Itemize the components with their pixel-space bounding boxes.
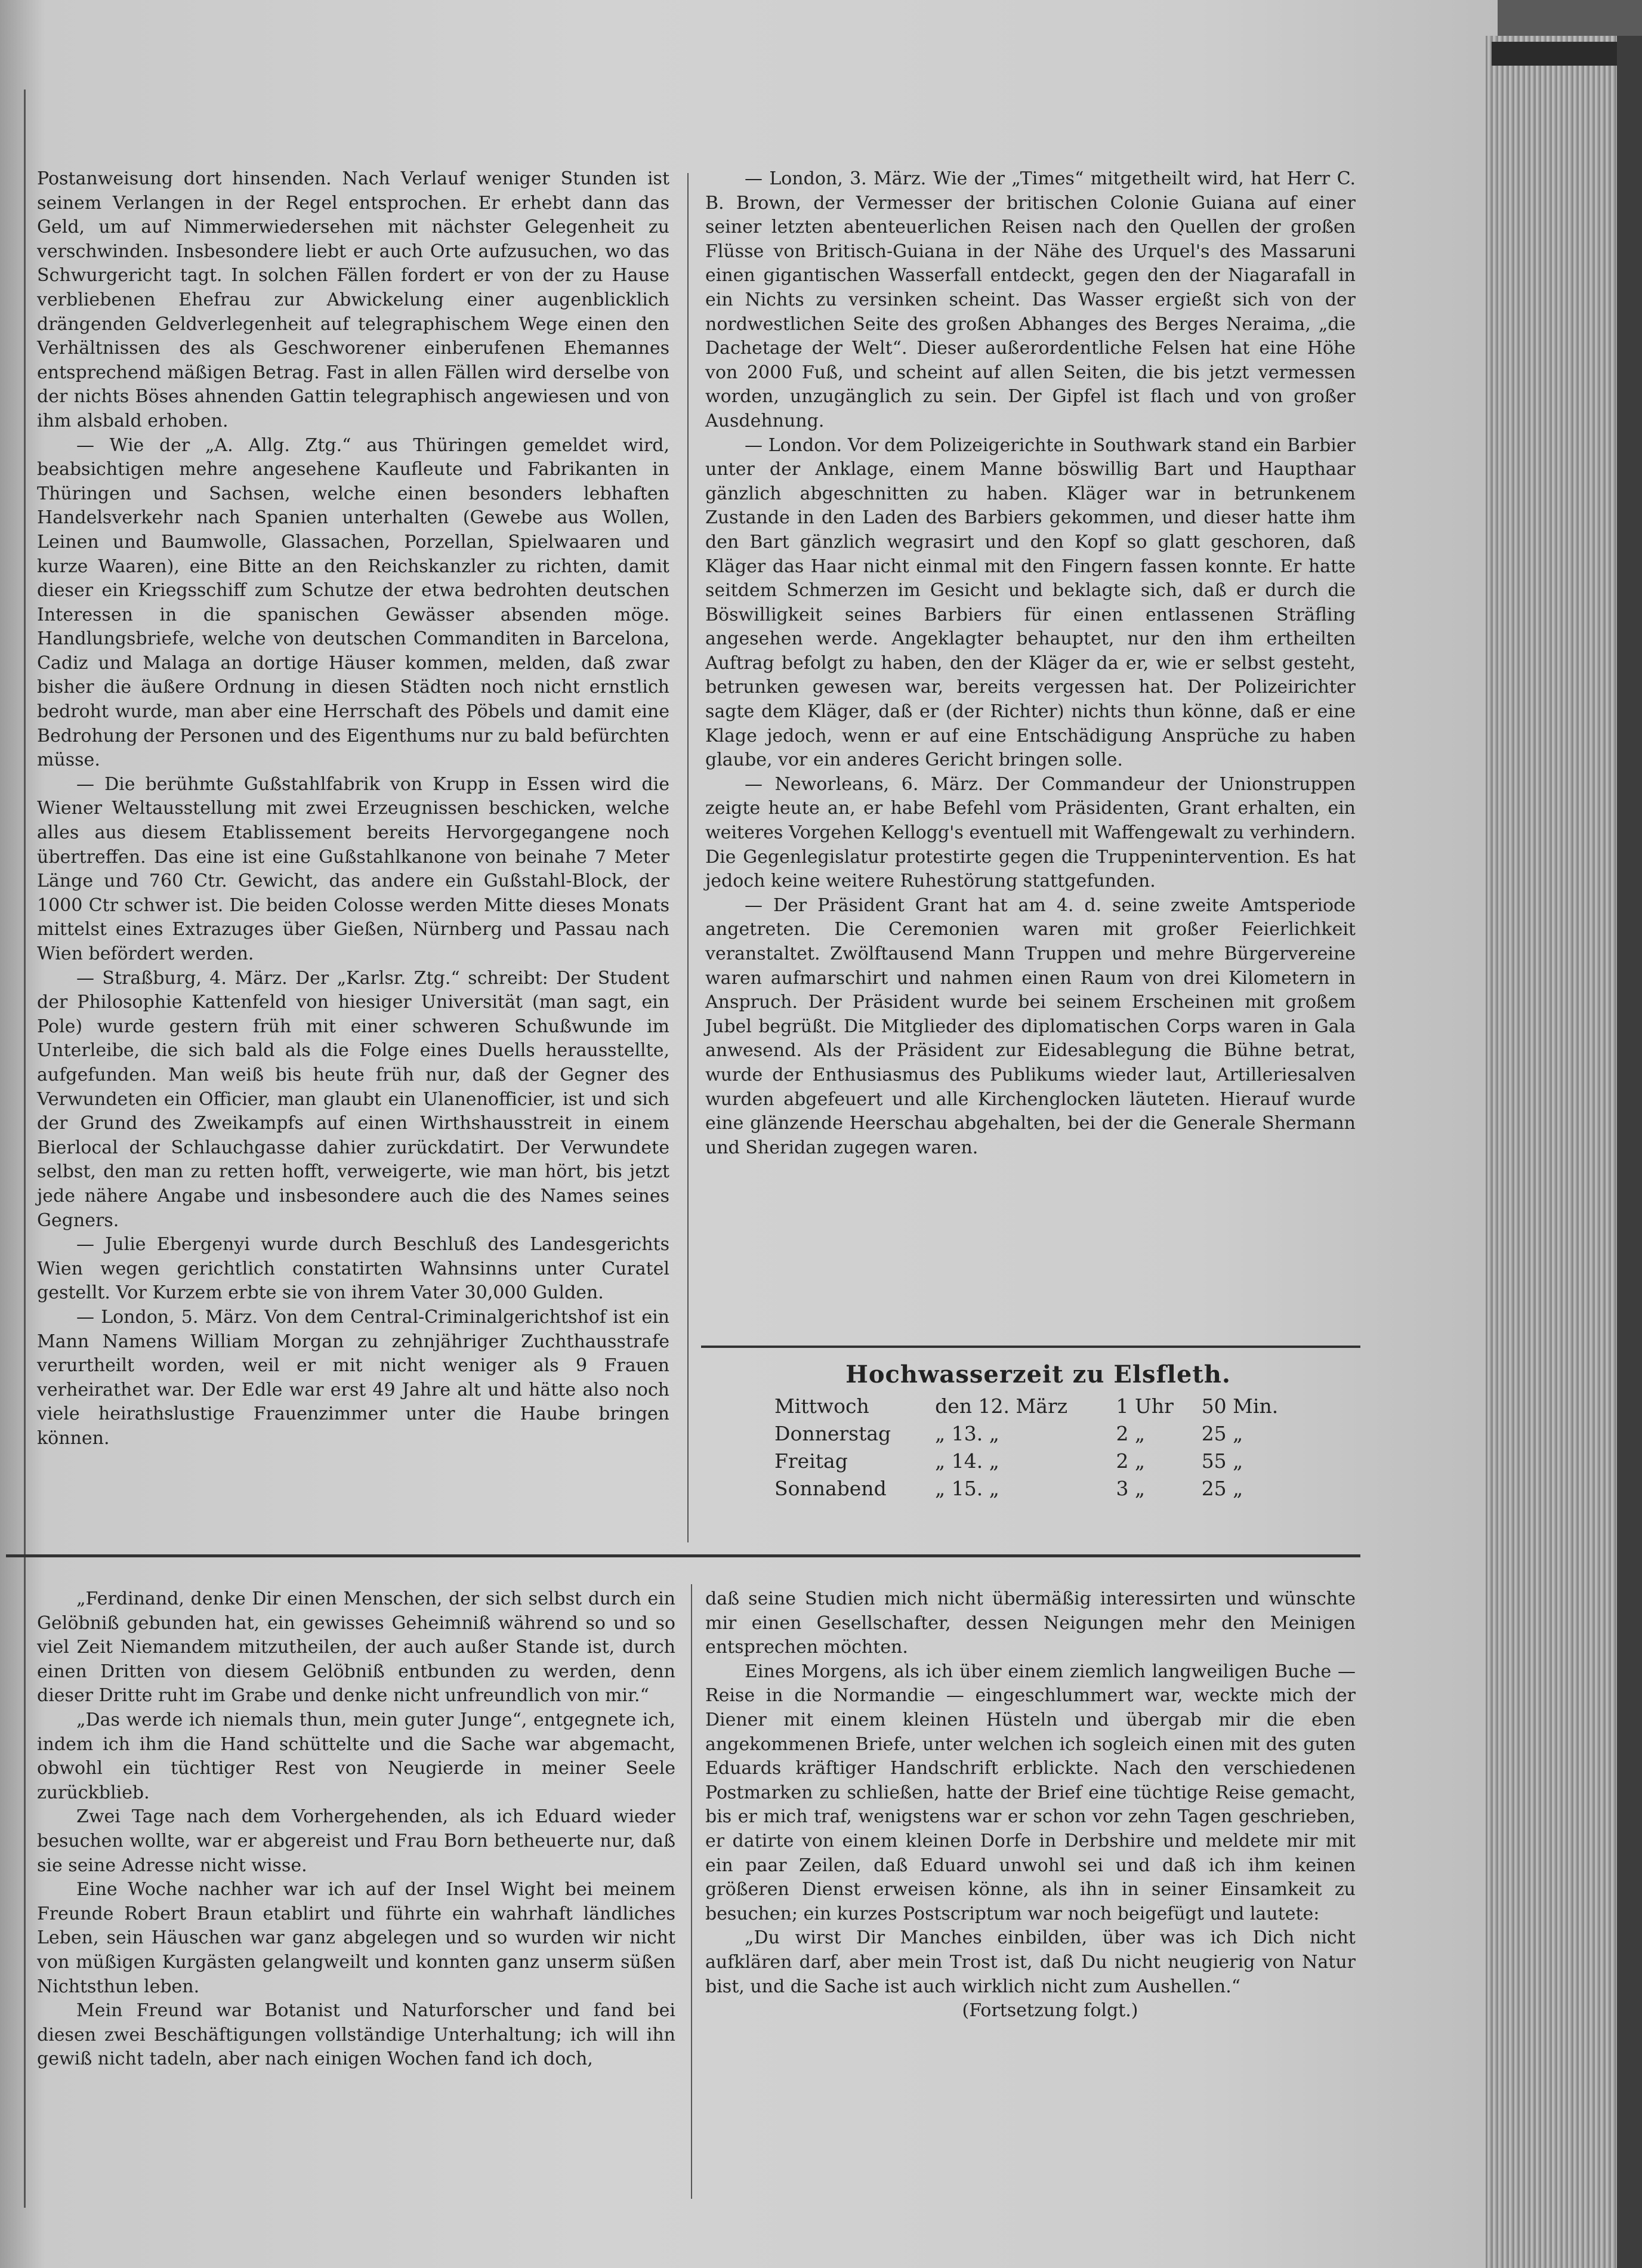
story-paragraph: „Ferdinand, denke Dir einen Menschen, der sich selbst durch ein Gelöbniß gebunden hat, ein gewisses Geheimniß während so und so viel Zeit Niemandem mitzutheilen, der auch außer Stande ist, durch einen Dritten von diesem Gelöbniß entbunden zu werden, denn dieser Dritte ruht im Grabe und denke nicht unfreundlich von mir.“ <box>37 1588 675 1707</box>
tide-hour: 1 Uhr <box>1116 1394 1174 1418</box>
article-paragraph: Postanweisung dort hinsenden. Nach Verlauf weniger Stunden ist seinem Verlangen in der Regel entsprochen. Er erhebt dann das Geld, um auf Nimmerwiedersehen mit nächster Gelegenheit zu verschwinden. Insbesondere liebt er auch Orte aufzusuchen, wo das Schwurgericht tagt. In solchen Fällen fordert er von der zu Hause verbliebenen Ehefrau zur Abwickelung einer augenblicklich drängenden Geldverlegenheit auf telegraphischem Wege einen den Verhältnissen des als Geschworener einberufenen Ehemannes entsprechend mäßigen Betrag. Fast in allen Fällen wird derselbe von der nichts Böses ahnenden Gattin telegraphisch angewiesen und von ihm alsbald erhoben. <box>37 168 669 431</box>
tide-table <box>770 1360 1307 1502</box>
tide-minute: 25 „ <box>1201 1476 1243 1500</box>
story-paragraph: daß seine Studien mich nicht übermäßig interessirten und wünschte mir einen Gesellschafter, dessen Neigungen mehr den Meinigen entsprechen möchten. <box>705 1588 1356 1658</box>
tide-hour: 2 „ <box>1116 1421 1146 1445</box>
table-row <box>770 1392 1307 1420</box>
article-paragraph: — Die berühmte Gußstahlfabrik von Krupp in Essen wird die Wiener Weltausstellung mit zwei Erzeugnissen beschicken, welche alles aus diesem Etablissement bereits Hervorgegangene noch übertreffen. Das eine ist eine Gußstahlkanone von beinahe 7 Meter Länge und 760 Ctr. Gewicht, das andere ein Gußstahl-Block, der 1000 Ctr schwer ist. Die beiden Colosse werden Mitte dieses Monats mittelst eines Extrazuges über Gießen, Nürnberg und Passau nach Wien befördert werden. <box>37 773 669 964</box>
table-row <box>770 1447 1307 1474</box>
article-paragraph: — Julie Ebergenyi wurde durch Beschluß des Landesgerichts Wien wegen gerichtlich constatirten Wahnsinns unter Curatel gestellt. Vor Kurzem erbte sie von ihrem Vater 30,000 Gulden. <box>37 1234 669 1304</box>
column-top-right <box>705 167 1356 1160</box>
table-row <box>770 1420 1307 1447</box>
continuation-note: (Fortsetzung folgt.) <box>962 2000 1138 2022</box>
tide-day: Mittwoch <box>774 1394 869 1418</box>
tide-table-title: Hochwasserzeit zu Elsfleth. <box>845 1360 1231 1388</box>
article-paragraph: — Straßburg, 4. März. Der „Karlsr. Ztg.“ schreibt: Der Student der Philosophie Kattenfeld von hiesiger Universität (man sagt, ein Pole) wurde gestern früh mit einer schweren Schußwunde im Unterleibe, die sich bald als die Folge eines Duells herausstellte, aufgefunden. Man weiß bis heute früh nur, daß der Gegner des Verwundeten ein Officier, man glaubt ein Ulanenofficier, ist und sich der Grund des Zweikampfs auf einen Wirthshausstreit in einem Bierlocal der Schlauchgasse dahier zurückdatirt. Der Verwundete selbst, den man zu retten hofft, verweigerte, wie man hört, bis jetzt jede nähere Angabe und insbesondere auch die des Names seines Gegners. <box>37 967 669 1231</box>
story-paragraph: „Das werde ich niemals thun, mein guter Junge“, entgegnete ich, indem ich ihm die Hand schüttelte und die Sache war abgemacht, obwohl ein tüchtiger Rest von Neugierde in meiner Seele zurückblieb. <box>37 1709 675 1803</box>
column-top-left <box>37 167 669 1451</box>
story-paragraph: Mein Freund war Botanist und Naturforscher und fand bei diesen zwei Beschäftigungen vollständige Unterhaltung; ich will ihn gewiß nicht tadeln, aber nach einigen Wochen fand ich doch, <box>37 2000 675 2070</box>
tide-hour: 2 „ <box>1116 1449 1146 1473</box>
tide-minute: 55 „ <box>1201 1449 1243 1473</box>
story-paragraph: „Du wirst Dir Manches einbilden, über was ich Dich nicht aufklären darf, aber mein Trost ist, daß Du nicht neugierig von Natur bist, und die Sache ist auch wirklich nicht zum Aushellen.“ <box>705 1927 1356 1997</box>
table-divider <box>701 1346 1360 1348</box>
tide-hour: 3 „ <box>1116 1476 1146 1500</box>
table-row <box>770 1474 1307 1502</box>
tide-day: Sonnabend <box>774 1476 887 1500</box>
column-divider <box>691 1584 692 2199</box>
tide-date: „ 13. „ <box>935 1421 999 1445</box>
story-paragraph: Eine Woche nachher war ich auf der Insel Wight bei meinem Freunde Robert Braun etablirt und führte ein wahrhaft ländliches Leben, sein Häuschen war ganz abgelegen und so wurden wir nicht von müßigen Kurgästen gelangweilt und konnten ganz unserm süßen Nichtsthun leben. <box>37 1879 675 1997</box>
tide-date: „ 14. „ <box>935 1449 999 1473</box>
article-paragraph: — Neworleans, 6. März. Der Commandeur der Unionstruppen zeigte heute an, er habe Befehl vom Präsidenten, Grant erhalten, ein weiteres Vorgehen Kellogg's eventuell mit Waffengewalt zu verhindern. Die Gegenlegislatur protestirte gegen die Truppenintervention. Es hat jedoch keine weitere Ruhestörung stattgefunden. <box>705 773 1356 892</box>
article-paragraph: — Wie der „A. Allg. Ztg.“ aus Thüringen gemeldet wird, beabsichtigen mehre angesehene Kaufleute und Fabrikanten in Thüringen und Sachsen, welche einen besonders lebhaften Handelsverkehr nach Spanien unterhalten (Gewebe aus Wollen, Leinen und Baumwolle, Glassachen, Porzellan, Spielwaaren und kurze Waaren), eine Bitte an den Reichskanzler zu richten, damit dieser ein Kriegsschiff zum Schutze der etwa bedrohten deutschen Interessen in die spanischen Gewässer absenden möge. Handlungsbriefe, welche von deutschen Commanditen in Barcelona, Cadiz und Malaga an dortige Häuser kommen, melden, daß zwar bisher die äußere Ordnung in diesen Städten noch nicht ernstlich bedroht wurde, man aber eine Herrschaft des Pöbels und damit eine Bedrohung der Personen und des Eigenthums nur zu bald befürchten müsse. <box>37 434 669 771</box>
previous-page-edge <box>0 90 26 2208</box>
column-bottom-right <box>705 1587 1356 2023</box>
tide-date: „ 15. „ <box>935 1476 999 1500</box>
article-paragraph: — Der Präsident Grant hat am 4. d. seine zweite Amtsperiode angetreten. Die Ceremonien waren mit großer Feierlichkeit veranstaltet. Zwölftausend Mann Truppen und mehre Bürgervereine waren aufmarschirt und nahmen einen Raum von drei Kilometern in Anspruch. Der Präsident wurde bei seinem Erscheinen mit großem Jubel begrüßt. Die Mitglieder des diplomatischen Corps waren in Gala anwesend. Als der Präsident zur Eidesablegung die Bühne betrat, wurde der Enthusiasmus des Publikums wieder laut, Artilleriesalven wurden abgefeuert und alle Kirchenglocken läuteten. Hierauf wurde eine glänzende Heerschau abgehalten, bei der die Generale Shermann und Sheridan zugegen waren. <box>705 894 1356 1158</box>
article-paragraph: — London. Vor dem Polizeigerichte in Southwark stand ein Barbier unter der Anklage, einem Manne böswillig Bart und Haupthaar gänzlich abgeschnitten zu haben. Kläger war in betrunkenem Zustande in den Laden des Barbiers gekommen, und dieser hatte ihm den Bart gänzlich wegrasirt und den Kopf so glatt geschoren, daß Kläger das Haar nicht einmal mit den Fingern fassen konnte. Er hatte seitdem Schmerzen im Gesicht und beklagte sich, daß er durch die Böswilligkeit seines Barbiers für einen entlassenen Sträfling angesehen werde. Angeklagter behauptet, nur den ihm ertheilten Auftrag befolgt zu haben, den der Kläger da er, wie er selbst gesteht, betrunken gewesen war, bereits vergessen hat. Der Polizeirichter sagte dem Kläger, daß er (der Richter) nichts thun könne, daß er eine Klage jedoch, wenn er auf eine Entschädigung Ansprüche zu haben glaube, vor ein anderes Gericht bringen solle. <box>705 434 1356 771</box>
tide-date: den 12. März <box>935 1394 1068 1418</box>
book-spine <box>1617 36 1642 2268</box>
column-divider <box>687 173 689 1542</box>
tide-day: Donnerstag <box>774 1421 891 1445</box>
story-paragraph: Zwei Tage nach dem Vorhergehenden, als ich Eduard wieder besuchen wollte, war er abgereist und Frau Born betheuerte nur, daß sie seine Adresse nicht wisse. <box>37 1806 675 1876</box>
tide-minute: 50 Min. <box>1201 1394 1279 1418</box>
tide-minute: 25 „ <box>1201 1421 1243 1445</box>
column-bottom-left <box>37 1587 675 2072</box>
feuilleton-divider <box>6 1554 1360 1557</box>
tide-day: Freitag <box>774 1449 848 1473</box>
article-paragraph: — London, 5. März. Von dem Central-Criminalgerichtshof ist ein Mann Namens William Morgan zu zehnjähriger Zuchthausstrafe verurtheilt worden, weil er mit nicht weniger als 9 Frauen verheirathet war. Der Edle war erst 49 Jahre alt und hätte also noch viele heirathslustige Frauenzimmer unter die Haube bringen können. <box>37 1306 669 1449</box>
story-paragraph: Eines Morgens, als ich über einem ziemlich langweiligen Buche — Reise in die Normandie — eingeschlummert war, weckte mich der Diener mit einem kleinen Hüsteln und übergab mir die eben angekommenen Briefe, unter welchen ich sogleich einen mit des guten Eduards kräftiger Handschrift erblickte. Nach den verschiedenen Postmarken zu schließen, hatte der Brief eine tüchtige Reise gemacht, bis er mich traf, wenigstens war er schon vor zehn Tagen geschrieben, er datirte von einem kleinen Dorfe in Derbshire und meldete mir mit ein paar Zeilen, daß Eduard unwohl sei und daß ich ihm keinen größeren Dienst erweisen könne, als ihn in seiner Einsamkeit zu besuchen; ein kurzes Postscriptum war noch beigefügt und lautete: <box>705 1661 1356 1924</box>
article-paragraph: — London, 3. März. Wie der „Times“ mitgetheilt wird, hat Herr C. B. Brown, der Vermesser der britischen Colonie Guiana auf einer seiner letzten abenteuerlichen Reisen nach den Quellen der großen Flüsse von Britisch-Guiana in der Nähe des Urquel's des Massaruni einen gigantischen Wasserfall entdeckt, gegen den der Niagarafall in ein Nichts zu versinken scheint. Das Wasser ergießt sich von der nordwestlichen Seite des großen Abhanges des Berges Neraima, „die Dachetage der Welt“. Dieser außerordentliche Felsen hat eine Höhe von 2000 Fuß, und scheint auf allen Seiten, die bis jetzt vermessen worden, unzugänglich zu sein. Der Gipfel ist flach und von großer Ausdehnung. <box>705 168 1356 431</box>
